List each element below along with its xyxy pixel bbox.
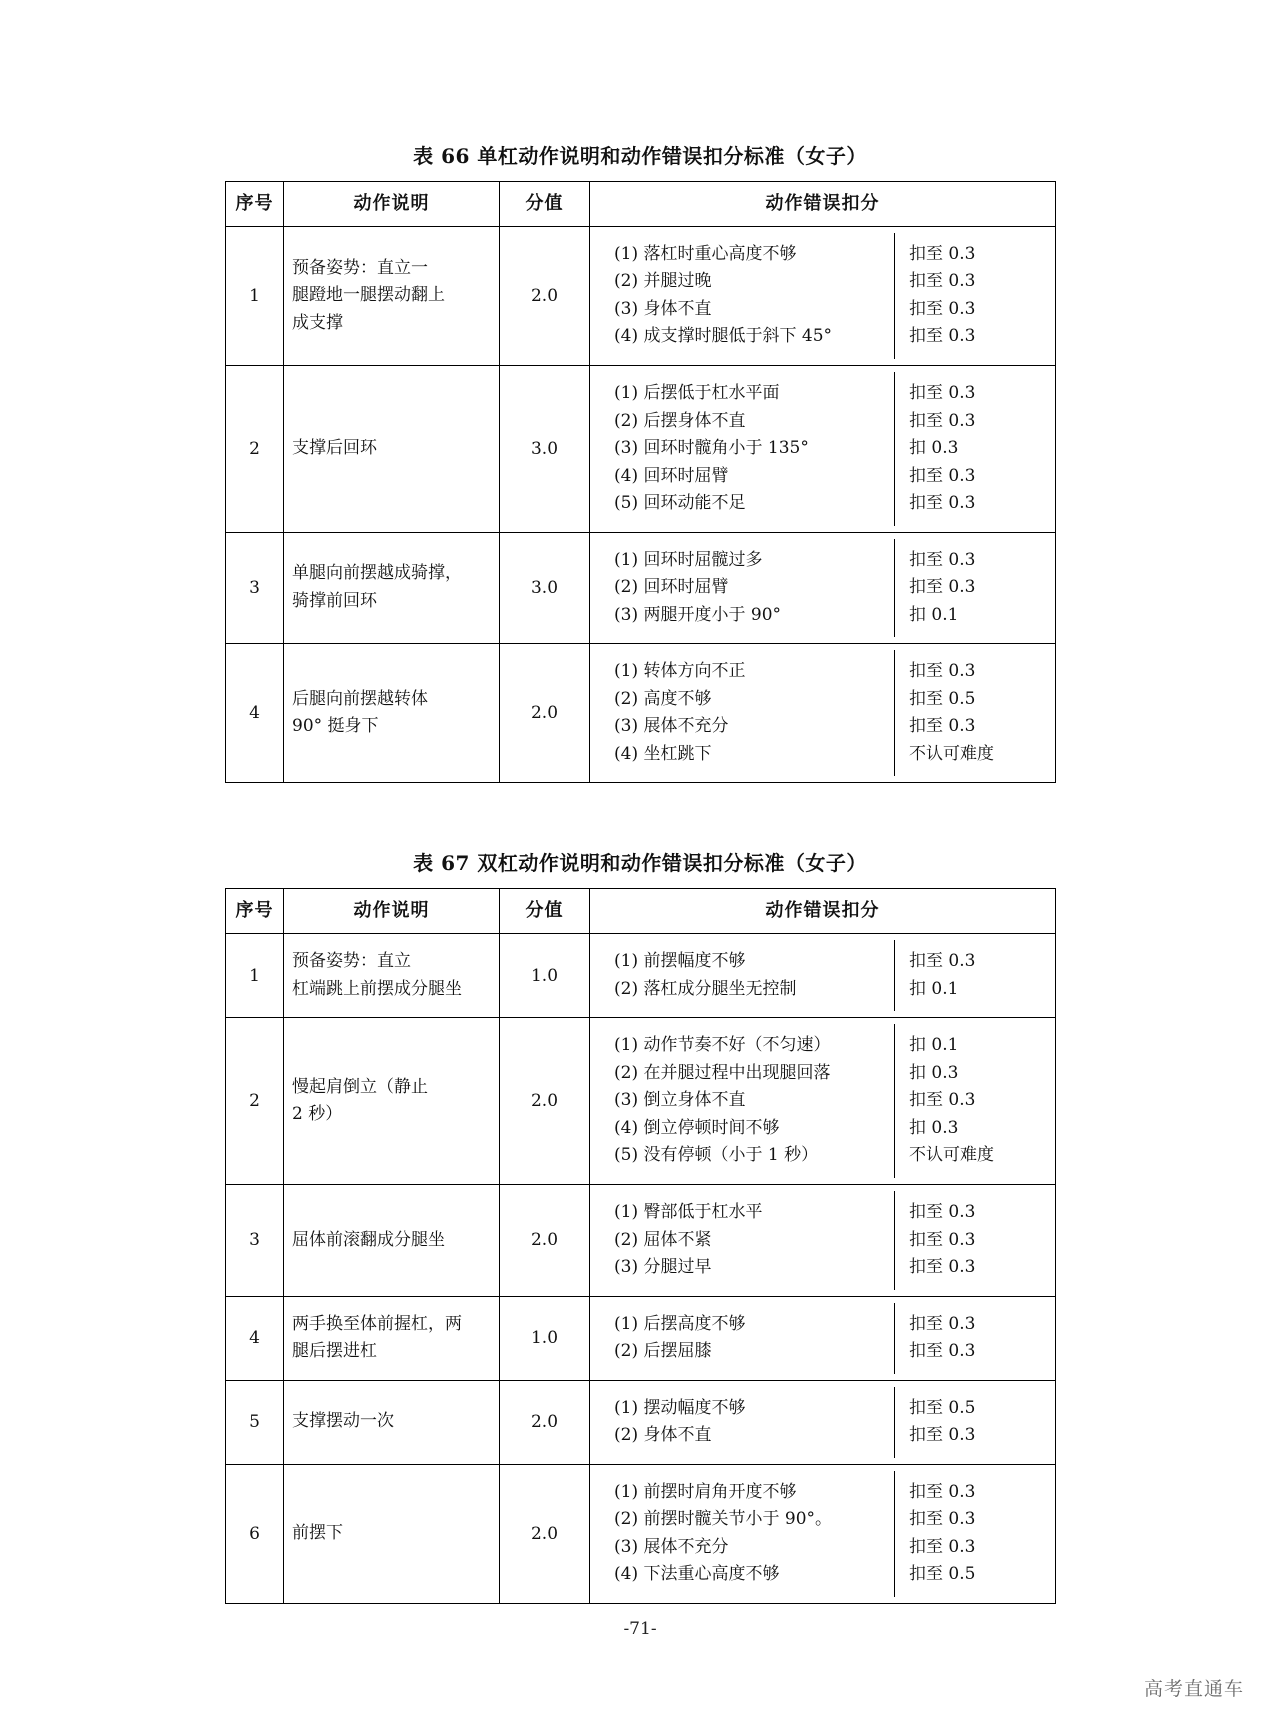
table-block-67	[225, 847, 1055, 1603]
deduction-line: 扣至 0.3	[909, 661, 976, 682]
row-score: 2.0	[500, 1185, 590, 1297]
table-row	[226, 1018, 1056, 1185]
error-line: (1) 臀部低于杠水平	[614, 1202, 763, 1222]
deduction-line: 扣至 0.3	[909, 549, 976, 570]
row-errors	[590, 1464, 1056, 1603]
error-list	[598, 1191, 895, 1290]
error-line: (2) 屈体不紧	[614, 1229, 712, 1250]
table-66	[225, 181, 1056, 783]
header-desc: 动作说明	[284, 889, 500, 934]
deduction-list	[895, 1303, 1047, 1374]
error-list	[598, 372, 895, 526]
error-line: (4) 倒立停顿时间不够	[614, 1117, 780, 1138]
table-row	[226, 1464, 1056, 1603]
row-errors	[590, 1296, 1056, 1380]
table-row	[226, 934, 1056, 1018]
deduction-line: 不认可难度	[909, 743, 994, 764]
row-score: 2.0	[500, 644, 590, 783]
deduction-line: 扣至 0.3	[909, 716, 976, 737]
row-no: 1	[226, 934, 284, 1018]
deduction-list	[895, 1471, 1047, 1597]
desc-line: 两手换至体前握杠，两	[292, 1313, 462, 1334]
desc-line: 后腿向前摆越转体	[292, 688, 428, 709]
desc-line: 前摆下	[292, 1523, 343, 1544]
row-no: 4	[226, 1296, 284, 1380]
error-line: (3) 展体不充分	[614, 716, 729, 737]
desc-line: 骑撑前回环	[292, 590, 377, 611]
table-block-66	[225, 140, 1055, 783]
deduction-line: 扣至 0.3	[909, 1341, 976, 1362]
row-score: 1.0	[500, 1296, 590, 1380]
deduction-line: 扣至 0.3	[909, 1509, 976, 1530]
row-errors	[590, 934, 1056, 1018]
error-line: (4) 成支撑时腿低于斜下 45°	[614, 326, 833, 347]
deduction-line: 扣至 0.3	[909, 1425, 976, 1446]
header-errors: 动作错误扣分	[590, 889, 1056, 934]
row-errors	[590, 1185, 1056, 1297]
desc-line: 成支撑	[292, 312, 343, 333]
deduction-line: 扣至 0.3	[909, 1481, 976, 1502]
error-line: (1) 落杠时重心高度不够	[614, 243, 797, 264]
watermark: 高考直通车	[1143, 1679, 1244, 1700]
error-line: (2) 回环时屈臂	[614, 577, 729, 598]
row-description	[284, 934, 500, 1018]
table-caption-67: 表 67 双杠动作说明和动作错误扣分标准（女子）	[413, 851, 867, 876]
deduction-line: 扣 0.3	[909, 1117, 959, 1138]
error-list	[598, 1471, 895, 1597]
error-line: (2) 后摆屈膝	[614, 1341, 712, 1362]
header-errors: 动作错误扣分	[590, 182, 1056, 227]
deduction-line: 扣至 0.3	[909, 410, 976, 431]
row-description	[284, 1185, 500, 1297]
deduction-line: 扣至 0.3	[909, 1229, 976, 1250]
deduction-line: 扣 0.1	[909, 978, 959, 999]
row-errors	[590, 226, 1056, 365]
table-row	[226, 1296, 1056, 1380]
deduction-line: 扣至 0.3	[909, 1536, 976, 1557]
deduction-line: 扣至 0.3	[909, 1257, 976, 1278]
error-list	[598, 940, 895, 1011]
deduction-list	[895, 1191, 1047, 1290]
row-errors	[590, 532, 1056, 644]
deduction-list	[895, 1387, 1047, 1458]
error-line: (2) 身体不直	[614, 1425, 712, 1446]
error-line: (3) 回环时髋角小于 135°	[614, 438, 809, 459]
error-line: (3) 两腿开度小于 90°	[614, 604, 782, 625]
row-score: 2.0	[500, 1380, 590, 1464]
desc-line: 预备姿势：直立一	[292, 257, 428, 278]
error-line: (4) 坐杠跳下	[614, 743, 712, 764]
table-row	[226, 226, 1056, 365]
table-spacer	[0, 783, 1280, 847]
desc-line: 2 秒）	[292, 1104, 343, 1125]
row-description	[284, 1018, 500, 1185]
desc-line: 90° 挺身下	[292, 716, 379, 737]
deduction-line: 扣至 0.3	[909, 326, 976, 347]
deduction-line: 扣至 0.5	[909, 1564, 976, 1585]
deduction-line: 扣至 0.3	[909, 383, 976, 404]
error-line: (3) 展体不充分	[614, 1536, 729, 1557]
row-no: 4	[226, 644, 284, 783]
row-no: 2	[226, 1018, 284, 1185]
error-line: (1) 回环时屈髋过多	[614, 549, 763, 570]
row-errors	[590, 644, 1056, 783]
row-description	[284, 366, 500, 533]
header-score: 分值	[500, 182, 590, 227]
error-line: (3) 身体不直	[614, 298, 712, 319]
row-no: 1	[226, 226, 284, 365]
row-no: 5	[226, 1380, 284, 1464]
row-description	[284, 644, 500, 783]
top-spacer	[0, 0, 1280, 140]
deduction-list	[895, 1024, 1047, 1178]
deduction-line: 扣 0.1	[909, 604, 959, 625]
header-no: 序号	[226, 182, 284, 227]
desc-line: 支撑后回环	[292, 438, 377, 459]
desc-line: 支撑摆动一次	[292, 1411, 394, 1432]
error-line: (1) 前摆幅度不够	[614, 951, 746, 972]
error-line: (2) 后摆身体不直	[614, 410, 746, 431]
table-header-row	[226, 889, 1056, 934]
deduction-line: 扣至 0.5	[909, 688, 976, 709]
row-score: 2.0	[500, 1464, 590, 1603]
deduction-line: 扣至 0.3	[909, 465, 976, 486]
header-no: 序号	[226, 889, 284, 934]
error-list	[598, 1303, 895, 1374]
table-caption-66: 表 66 单杠动作说明和动作错误扣分标准（女子）	[413, 144, 867, 168]
row-errors	[590, 1380, 1056, 1464]
table-header-row	[226, 182, 1056, 227]
deduction-line: 扣至 0.5	[909, 1397, 976, 1418]
page-number: -71-	[623, 1619, 657, 1639]
desc-line: 屈体前滚翻成分腿坐	[292, 1229, 445, 1250]
error-list	[598, 650, 895, 776]
table-row	[226, 366, 1056, 533]
deduction-list	[895, 940, 1047, 1011]
error-line: (1) 摆动幅度不够	[614, 1397, 746, 1418]
deduction-line: 扣至 0.3	[909, 1090, 976, 1111]
row-errors	[590, 1018, 1056, 1185]
error-list	[598, 233, 895, 359]
error-line: (1) 后摆低于杠水平面	[614, 383, 780, 404]
table-row	[226, 1185, 1056, 1297]
row-description	[284, 1296, 500, 1380]
table-row	[226, 532, 1056, 644]
row-score: 3.0	[500, 532, 590, 644]
row-description	[284, 532, 500, 644]
row-score: 2.0	[500, 226, 590, 365]
error-line: (1) 转体方向不正	[614, 661, 746, 682]
desc-line: 杠端跳上前摆成分腿坐	[292, 978, 462, 999]
error-line: (2) 高度不够	[614, 688, 712, 709]
desc-line: 慢起肩倒立（静止	[292, 1076, 428, 1097]
deduction-line: 扣至 0.3	[909, 1202, 976, 1222]
header-score: 分值	[500, 889, 590, 934]
deduction-list	[895, 539, 1047, 638]
table-67	[225, 888, 1056, 1603]
deduction-line: 扣 0.3	[909, 1062, 959, 1083]
row-no: 2	[226, 366, 284, 533]
desc-line: 单腿向前摆越成骑撑，	[292, 563, 462, 584]
error-line: (3) 分腿过早	[614, 1257, 712, 1278]
desc-line: 腿后摆进杠	[292, 1341, 377, 1362]
deduction-line: 扣 0.3	[909, 438, 959, 459]
desc-line: 腿蹬地一腿摆动翻上	[292, 285, 445, 306]
deduction-list	[895, 372, 1047, 526]
deduction-list	[895, 233, 1047, 359]
error-line: (1) 后摆高度不够	[614, 1313, 746, 1334]
deduction-line: 扣至 0.3	[909, 493, 976, 514]
desc-line: 预备姿势：直立	[292, 951, 411, 972]
deduction-line: 扣至 0.3	[909, 298, 976, 319]
row-errors	[590, 366, 1056, 533]
row-score: 1.0	[500, 934, 590, 1018]
deduction-line: 扣至 0.3	[909, 271, 976, 292]
table-row	[226, 644, 1056, 783]
deduction-line: 扣至 0.3	[909, 1313, 976, 1334]
deduction-line: 扣至 0.3	[909, 951, 976, 972]
row-description	[284, 1380, 500, 1464]
deduction-line: 扣至 0.3	[909, 577, 976, 598]
error-list	[598, 1387, 895, 1458]
error-list	[598, 1024, 895, 1178]
error-line: (1) 前摆时肩角开度不够	[614, 1481, 797, 1502]
deduction-list	[895, 650, 1047, 776]
error-line: (4) 回环时屈臂	[614, 465, 729, 486]
error-line: (2) 前摆时髋关节小于 90°。	[614, 1509, 833, 1530]
error-line: (2) 并腿过晚	[614, 271, 712, 292]
error-line: (2) 落杠成分腿坐无控制	[614, 978, 797, 999]
error-line: (4) 下法重心高度不够	[614, 1564, 780, 1585]
table-row	[226, 1380, 1056, 1464]
error-list	[598, 539, 895, 638]
error-line: (5) 回环动能不足	[614, 493, 746, 514]
error-line: (1) 动作节奏不好（不匀速）	[614, 1035, 831, 1056]
row-no: 6	[226, 1464, 284, 1603]
row-score: 2.0	[500, 1018, 590, 1185]
header-desc: 动作说明	[284, 182, 500, 227]
row-description	[284, 226, 500, 365]
row-no: 3	[226, 1185, 284, 1297]
error-line: (5) 没有停顿（小于 1 秒）	[614, 1145, 819, 1166]
deduction-line: 扣至 0.3	[909, 243, 976, 264]
row-no: 3	[226, 532, 284, 644]
error-line: (3) 倒立身体不直	[614, 1090, 746, 1111]
error-line: (2) 在并腿过程中出现腿回落	[614, 1062, 831, 1083]
deduction-line: 不认可难度	[909, 1145, 994, 1166]
row-description	[284, 1464, 500, 1603]
deduction-line: 扣 0.1	[909, 1035, 959, 1056]
row-score: 3.0	[500, 366, 590, 533]
